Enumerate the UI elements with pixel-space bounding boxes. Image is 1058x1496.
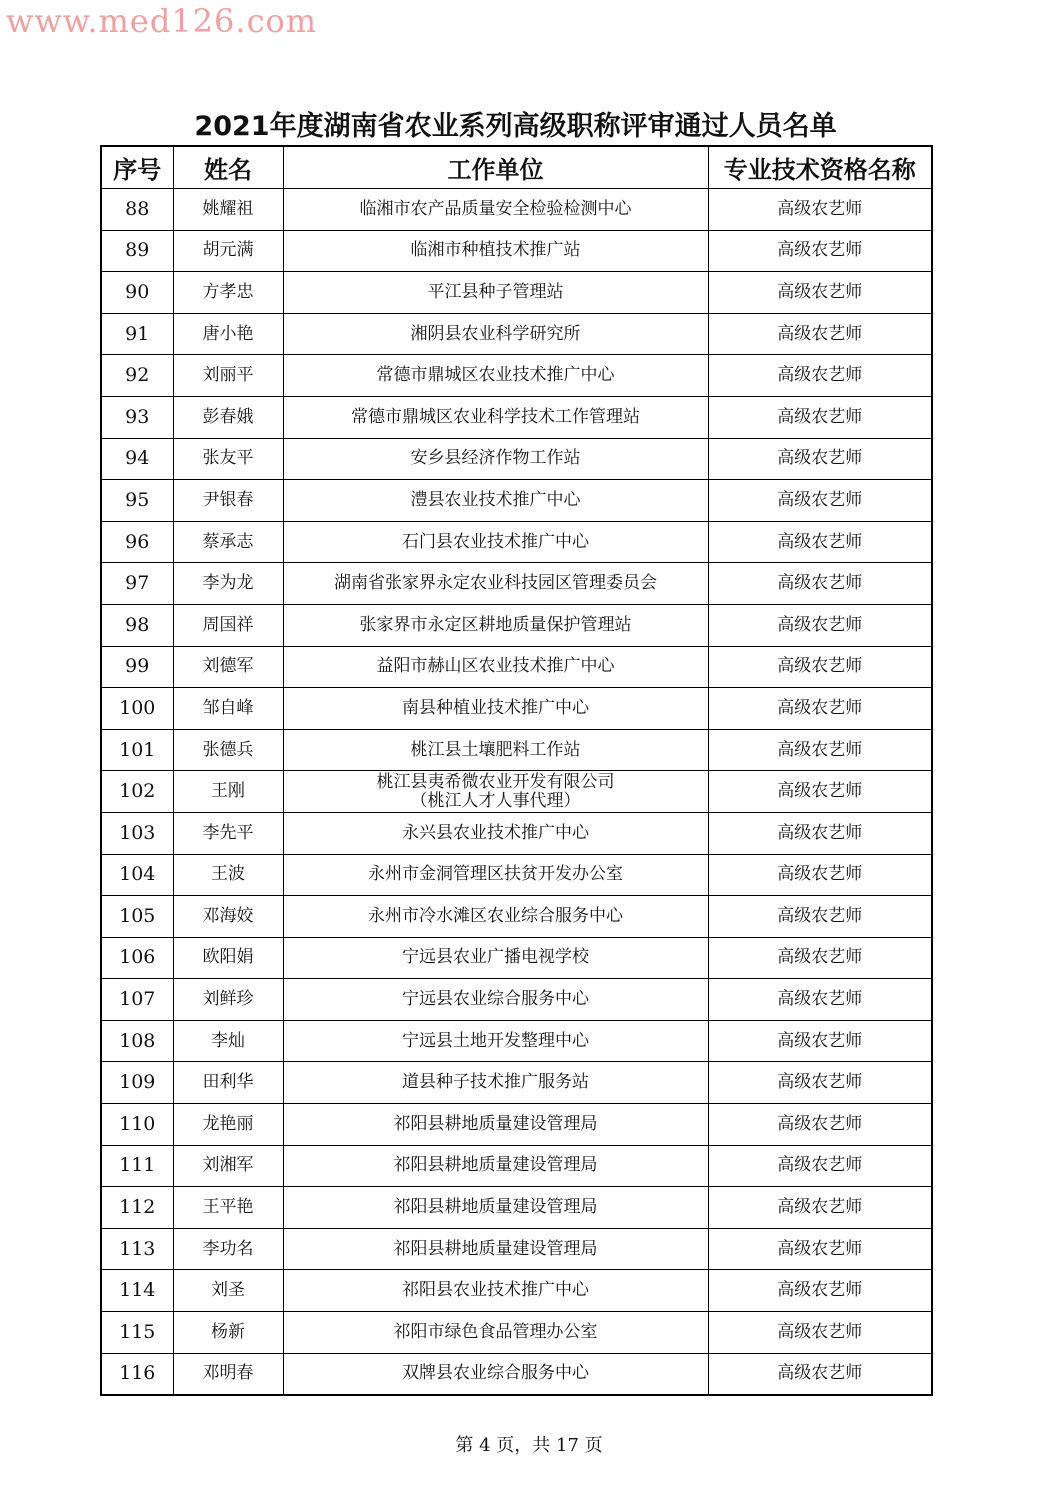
cell-unit: 祁阳市绿色食品管理办公室 — [283, 1312, 708, 1354]
cell-qualification: 高级农艺师 — [708, 1062, 932, 1104]
cell-unit: 祁阳县耕地质量建设管理局 — [283, 1145, 708, 1187]
header-qualification: 专业技术资格名称 — [708, 146, 932, 189]
cell-no: 105 — [101, 896, 173, 938]
cell-no: 101 — [101, 729, 173, 771]
table-row — [101, 646, 932, 688]
cell-name: 李灿 — [173, 1020, 283, 1062]
cell-qualification: 高级农艺师 — [708, 1020, 932, 1062]
cell-qualification: 高级农艺师 — [708, 854, 932, 896]
cell-name: 王刚 — [173, 771, 283, 813]
table-row — [101, 189, 932, 231]
cell-name: 彭春娥 — [173, 396, 283, 438]
cell-name: 欧阳娟 — [173, 937, 283, 979]
cell-name: 李功名 — [173, 1228, 283, 1270]
table-header — [101, 146, 932, 189]
cell-no: 109 — [101, 1062, 173, 1104]
cell-qualification: 高级农艺师 — [708, 1145, 932, 1187]
cell-unit-line: （桃江人才人事代理） — [410, 790, 581, 811]
cell-name: 刘德军 — [173, 646, 283, 688]
cell-unit: 临湘市农产品质量安全检验检测中心 — [283, 189, 708, 231]
cell-qualification: 高级农艺师 — [708, 937, 932, 979]
cell-qualification: 高级农艺师 — [708, 396, 932, 438]
cell-unit: 南县种植业技术推广中心 — [283, 688, 708, 730]
cell-unit: 祁阳县农业技术推广中心 — [283, 1270, 708, 1312]
cell-name: 胡元满 — [173, 230, 283, 272]
cell-no: 96 — [101, 521, 173, 563]
cell-no: 112 — [101, 1187, 173, 1229]
cell-name: 周国祥 — [173, 604, 283, 646]
cell-no: 110 — [101, 1104, 173, 1146]
table-row — [101, 604, 932, 646]
cell-qualification: 高级农艺师 — [708, 272, 932, 314]
cell-name: 方孝忠 — [173, 272, 283, 314]
cell-name: 尹银春 — [173, 480, 283, 522]
cell-unit: 宁远县土地开发整理中心 — [283, 1020, 708, 1062]
table-row — [101, 1104, 932, 1146]
cell-name: 刘圣 — [173, 1270, 283, 1312]
cell-name: 李先平 — [173, 812, 283, 854]
cell-name: 王波 — [173, 854, 283, 896]
cell-name: 刘鲜珍 — [173, 979, 283, 1021]
cell-name: 蔡承志 — [173, 521, 283, 563]
cell-qualification: 高级农艺师 — [708, 1228, 932, 1270]
cell-qualification: 高级农艺师 — [708, 230, 932, 272]
table-row — [101, 937, 932, 979]
cell-qualification: 高级农艺师 — [708, 355, 932, 397]
table-row — [101, 396, 932, 438]
cell-no: 95 — [101, 480, 173, 522]
table-row — [101, 521, 932, 563]
cell-no: 91 — [101, 313, 173, 355]
cell-no: 92 — [101, 355, 173, 397]
cell-no: 104 — [101, 854, 173, 896]
cell-name: 邓海姣 — [173, 896, 283, 938]
cell-no: 102 — [101, 771, 173, 813]
table-row — [101, 729, 932, 771]
table-body — [101, 189, 932, 1396]
table-row — [101, 1145, 932, 1187]
table-row — [101, 1312, 932, 1354]
table-row — [101, 313, 932, 355]
cell-unit: 常德市鼎城区农业科学技术工作管理站 — [283, 396, 708, 438]
cell-no: 94 — [101, 438, 173, 480]
table-row — [101, 1353, 932, 1395]
cell-no: 106 — [101, 937, 173, 979]
results-table — [100, 145, 933, 1396]
cell-name: 龙艳丽 — [173, 1104, 283, 1146]
cell-unit: 石门县农业技术推广中心 — [283, 521, 708, 563]
cell-qualification: 高级农艺师 — [708, 729, 932, 771]
cell-name: 刘丽平 — [173, 355, 283, 397]
cell-qualification: 高级农艺师 — [708, 688, 932, 730]
table-row — [101, 438, 932, 480]
cell-unit — [283, 771, 708, 813]
table-row — [101, 771, 932, 813]
table-row — [101, 355, 932, 397]
page-title: 2021年度湖南省农业系列高级职称评审通过人员名单 — [194, 111, 837, 142]
cell-unit: 湘阴县农业科学研究所 — [283, 313, 708, 355]
cell-qualification: 高级农艺师 — [708, 521, 932, 563]
watermark: www.med126.com — [6, 2, 318, 40]
cell-name: 王平艳 — [173, 1187, 283, 1229]
cell-name: 张友平 — [173, 438, 283, 480]
cell-unit: 永州市冷水滩区农业综合服务中心 — [283, 896, 708, 938]
cell-no: 103 — [101, 812, 173, 854]
cell-no: 107 — [101, 979, 173, 1021]
table-row — [101, 1270, 932, 1312]
cell-qualification: 高级农艺师 — [708, 646, 932, 688]
cell-name: 杨新 — [173, 1312, 283, 1354]
table-row — [101, 1228, 932, 1270]
cell-qualification: 高级农艺师 — [708, 1353, 932, 1395]
cell-unit: 宁远县农业综合服务中心 — [283, 979, 708, 1021]
cell-qualification: 高级农艺师 — [708, 771, 932, 813]
cell-no: 111 — [101, 1145, 173, 1187]
cell-unit: 澧县农业技术推广中心 — [283, 480, 708, 522]
cell-qualification: 高级农艺师 — [708, 604, 932, 646]
cell-unit: 临湘市种植技术推广站 — [283, 230, 708, 272]
cell-unit: 永兴县农业技术推广中心 — [283, 812, 708, 854]
table-row — [101, 812, 932, 854]
cell-no: 114 — [101, 1270, 173, 1312]
cell-qualification: 高级农艺师 — [708, 1187, 932, 1229]
cell-qualification: 高级农艺师 — [708, 1104, 932, 1146]
cell-unit: 祁阳县耕地质量建设管理局 — [283, 1104, 708, 1146]
cell-qualification: 高级农艺师 — [708, 313, 932, 355]
header-no: 序号 — [101, 146, 173, 189]
table-row — [101, 480, 932, 522]
cell-name: 刘湘军 — [173, 1145, 283, 1187]
cell-unit: 平江县种子管理站 — [283, 272, 708, 314]
cell-no: 88 — [101, 189, 173, 231]
cell-qualification: 高级农艺师 — [708, 480, 932, 522]
table-row — [101, 1062, 932, 1104]
cell-no: 97 — [101, 563, 173, 605]
cell-qualification: 高级农艺师 — [708, 438, 932, 480]
cell-unit: 常德市鼎城区农业技术推广中心 — [283, 355, 708, 397]
header-unit: 工作单位 — [283, 146, 708, 189]
cell-no: 108 — [101, 1020, 173, 1062]
cell-unit: 张家界市永定区耕地质量保护管理站 — [283, 604, 708, 646]
cell-no: 99 — [101, 646, 173, 688]
cell-unit: 永州市金洞管理区扶贫开发办公室 — [283, 854, 708, 896]
cell-qualification: 高级农艺师 — [708, 979, 932, 1021]
cell-unit-line: 桃江县夷希微农业开发有限公司 — [376, 771, 615, 792]
cell-qualification: 高级农艺师 — [708, 812, 932, 854]
cell-qualification: 高级农艺师 — [708, 896, 932, 938]
cell-unit: 宁远县农业广播电视学校 — [283, 937, 708, 979]
cell-no: 113 — [101, 1228, 173, 1270]
cell-name: 李为龙 — [173, 563, 283, 605]
table-row — [101, 979, 932, 1021]
cell-unit: 祁阳县耕地质量建设管理局 — [283, 1228, 708, 1270]
cell-unit: 桃江县土壤肥料工作站 — [283, 729, 708, 771]
cell-name: 唐小艳 — [173, 313, 283, 355]
cell-no: 115 — [101, 1312, 173, 1354]
cell-qualification: 高级农艺师 — [708, 1270, 932, 1312]
table-row — [101, 1187, 932, 1229]
cell-unit: 双牌县农业综合服务中心 — [283, 1353, 708, 1395]
cell-name: 田利华 — [173, 1062, 283, 1104]
cell-no: 89 — [101, 230, 173, 272]
cell-name: 邓明春 — [173, 1353, 283, 1395]
cell-unit: 益阳市赫山区农业技术推广中心 — [283, 646, 708, 688]
cell-name: 姚耀祖 — [173, 189, 283, 231]
cell-qualification: 高级农艺师 — [708, 189, 932, 231]
table-row — [101, 688, 932, 730]
table-row — [101, 563, 932, 605]
page-footer: 第 4 页，共 17 页 — [455, 1435, 603, 1456]
cell-no: 93 — [101, 396, 173, 438]
cell-qualification: 高级农艺师 — [708, 563, 932, 605]
cell-no: 98 — [101, 604, 173, 646]
cell-name: 张德兵 — [173, 729, 283, 771]
cell-no: 100 — [101, 688, 173, 730]
cell-unit: 安乡县经济作物工作站 — [283, 438, 708, 480]
cell-unit: 道县种子技术推广服务站 — [283, 1062, 708, 1104]
table-row — [101, 854, 932, 896]
header-name: 姓名 — [173, 146, 283, 189]
table-row — [101, 230, 932, 272]
cell-unit: 祁阳县耕地质量建设管理局 — [283, 1187, 708, 1229]
table-row — [101, 1020, 932, 1062]
cell-no: 116 — [101, 1353, 173, 1395]
cell-name: 邹自峰 — [173, 688, 283, 730]
cell-no: 90 — [101, 272, 173, 314]
cell-qualification: 高级农艺师 — [708, 1312, 932, 1354]
table-row — [101, 272, 932, 314]
cell-unit: 湖南省张家界永定农业科技园区管理委员会 — [283, 563, 708, 605]
table-row — [101, 896, 932, 938]
